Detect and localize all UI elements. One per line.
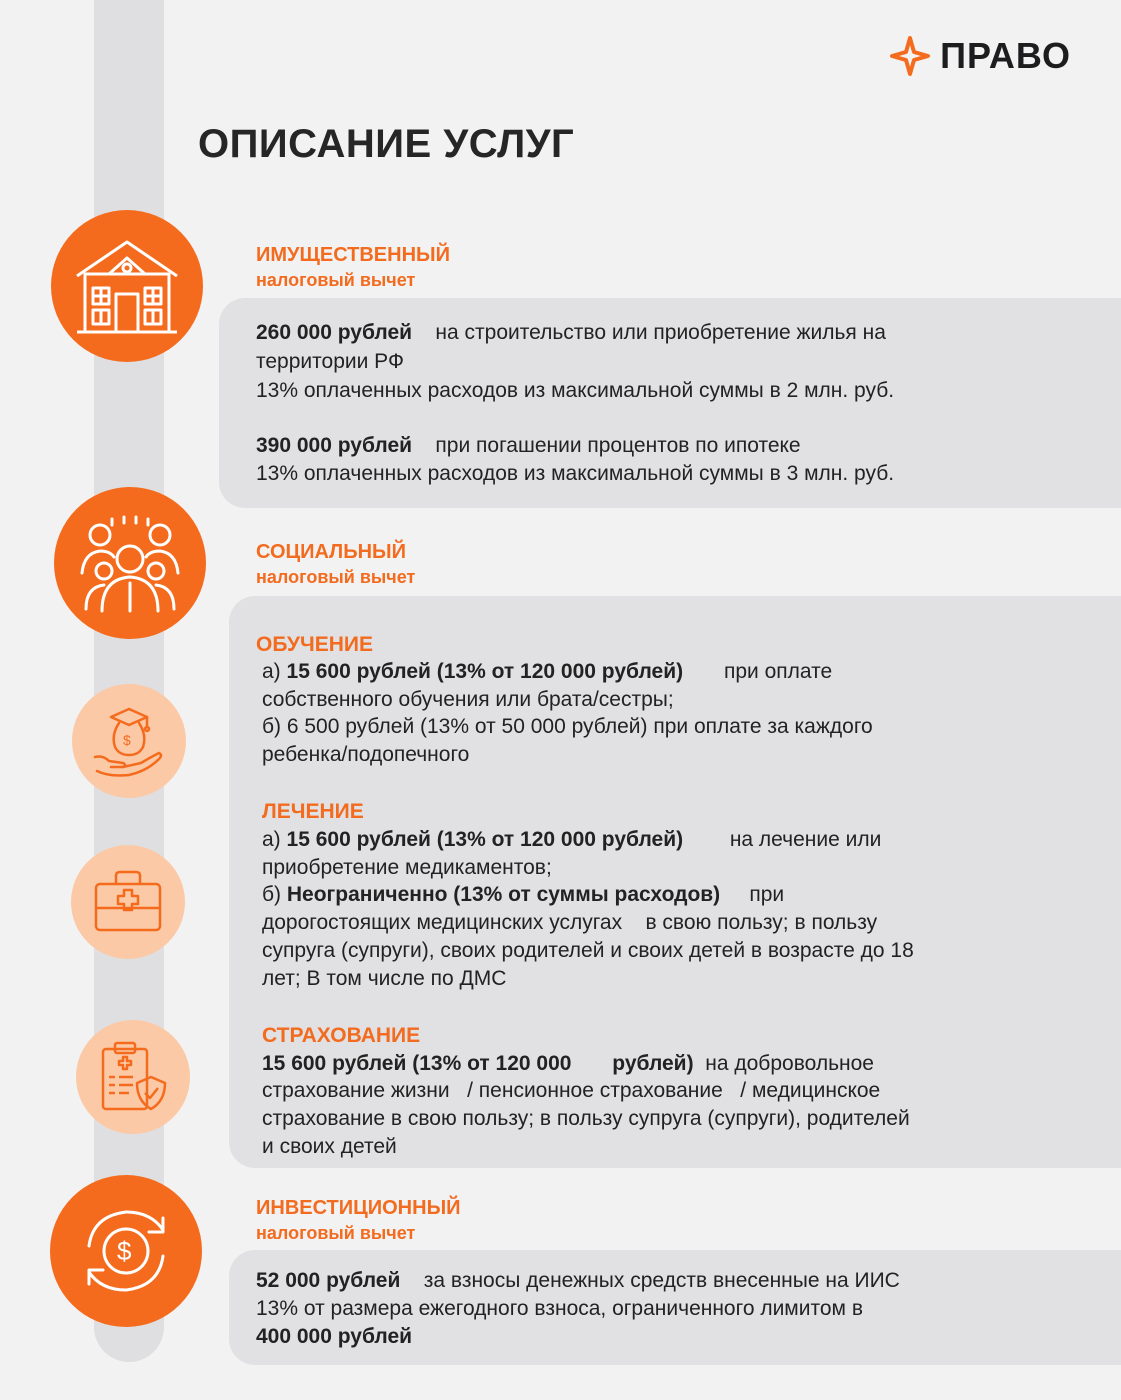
property-item1-line2: территории РФ [256,350,404,373]
svg-text:$: $ [117,1236,132,1266]
insurance-line2b: / пенсионное страхование [467,1079,723,1102]
education-a-text: при оплате [723,660,833,683]
education-title: ОБУЧЕНИЕ [256,633,373,656]
insurance-amount-a: 15 600 рублей (13% от 120 000 [262,1052,572,1075]
treatment-b-line2a: дорогостоящих медицинских услугах [262,911,623,934]
insurance-line4: и своих детей [262,1135,397,1158]
investment-line1 [256,1267,900,1295]
education-a-line1 [262,658,832,686]
insurance-line2 [262,1077,880,1105]
treatment-b-line2b: в свою пользу; в пользу [645,911,878,934]
treatment-b-text: при [749,883,785,906]
treatment-a-line2: приобретение медикаментов; [262,856,552,879]
insurance-line2a: страхование жизни [262,1079,450,1102]
timeline-rail [94,0,164,1362]
social-panel [229,596,1121,1168]
social-circle [54,487,206,639]
treatment-b-line3: супруга (супруги), своих родителей и своих детей в возрасте до 18 [262,939,914,962]
investment-line2: 13% от размера ежегодного взноса, ограниченного лимитом в [256,1297,863,1320]
insurance-line3: страхование в свою пользу; в пользу супруга (супруги), родителей [262,1107,910,1130]
investment-line3: 400 000 рублей [256,1325,413,1348]
social-subtitle: налоговый вычет [256,567,416,587]
treatment-a-amount: 15 600 рублей (13% от 120 000 рублей) [286,828,684,851]
education-b-line1: б) 6 500 рублей (13% от 50 000 рублей) при оплате за каждого [262,715,873,738]
property-title: ИМУЩЕСТВЕННЫЙ [256,244,450,266]
education-a-prefix: а) [262,660,281,683]
insurance-title: СТРАХОВАНИЕ [262,1024,421,1047]
education-b-line2: ребенка/подопечного [262,743,470,766]
education-circle [72,684,186,798]
insurance-text1: на добровольное [705,1052,874,1075]
insurance-line2c: / медицинское [740,1079,881,1102]
investment-title: ИНВЕСТИЦИОННЫЙ [256,1197,461,1219]
graduation-money-hand-icon [89,701,169,781]
treatment-b-prefix: б) [262,883,282,906]
treatment-a-line1 [262,826,881,854]
house-icon [71,236,183,336]
treatment-b-line2 [262,909,877,937]
star-logo-icon [890,36,930,76]
investment-text: за взносы денежных средств внесенные на ИИС [423,1269,900,1292]
insurance-circle [76,1020,190,1134]
treatment-a-prefix: а) [262,828,281,851]
investment-circle [50,1175,202,1327]
property-circle [51,210,203,362]
treatment-b-line1 [262,881,784,909]
treatment-a-text: на лечение или [729,828,882,851]
insurance-clipboard-shield-icon [93,1037,173,1117]
investment-amount: 52 000 рублей [256,1269,401,1292]
investment-panel [229,1250,1121,1365]
page-title: ОПИСАНИЕ УСЛУГ [198,122,575,166]
insurance-amount-b: рублей) [612,1052,694,1075]
social-title: СОЦИАЛЬНЫЙ [256,541,406,563]
property-item2-line1 [256,432,801,460]
dollar-cycle-icon [71,1196,181,1306]
treatment-b-amount: Неограниченно (13% от суммы расходов) [286,883,721,906]
property-subtitle: налоговый вычет [256,270,416,290]
brand-name: ПРАВО [940,35,1071,76]
medical-case-icon [88,862,168,942]
property-item2-note: 13% оплаченных расходов из максимальной суммы в 3 млн. руб. [256,462,895,485]
investment-subtitle: налоговый вычет [256,1223,416,1243]
education-a-line2: собственного обучения или брата/сестры; [262,688,674,711]
brand-logo [890,36,1071,76]
people-group-icon [74,513,186,613]
property-panel [219,298,1121,508]
treatment-b-line4: лет; В том числе по ДМС [262,967,507,990]
property-item2-amount: 390 000 рублей [256,434,413,457]
svg-text:$: $ [123,732,131,748]
property-item2-text: при погашении процентов по ипотеке [435,434,801,457]
property-item1-note: 13% оплаченных расходов из максимальной суммы в 2 млн. руб. [256,379,895,402]
property-item1-text: на строительство или приобретение жилья на [435,321,886,344]
property-item1-line1 [256,319,886,347]
insurance-line1 [262,1050,874,1078]
property-item1-amount: 260 000 рублей [256,321,413,344]
education-a-amount: 15 600 рублей (13% от 120 000 рублей) [286,660,684,683]
treatment-circle [71,845,185,959]
treatment-title: ЛЕЧЕНИЕ [262,800,364,823]
